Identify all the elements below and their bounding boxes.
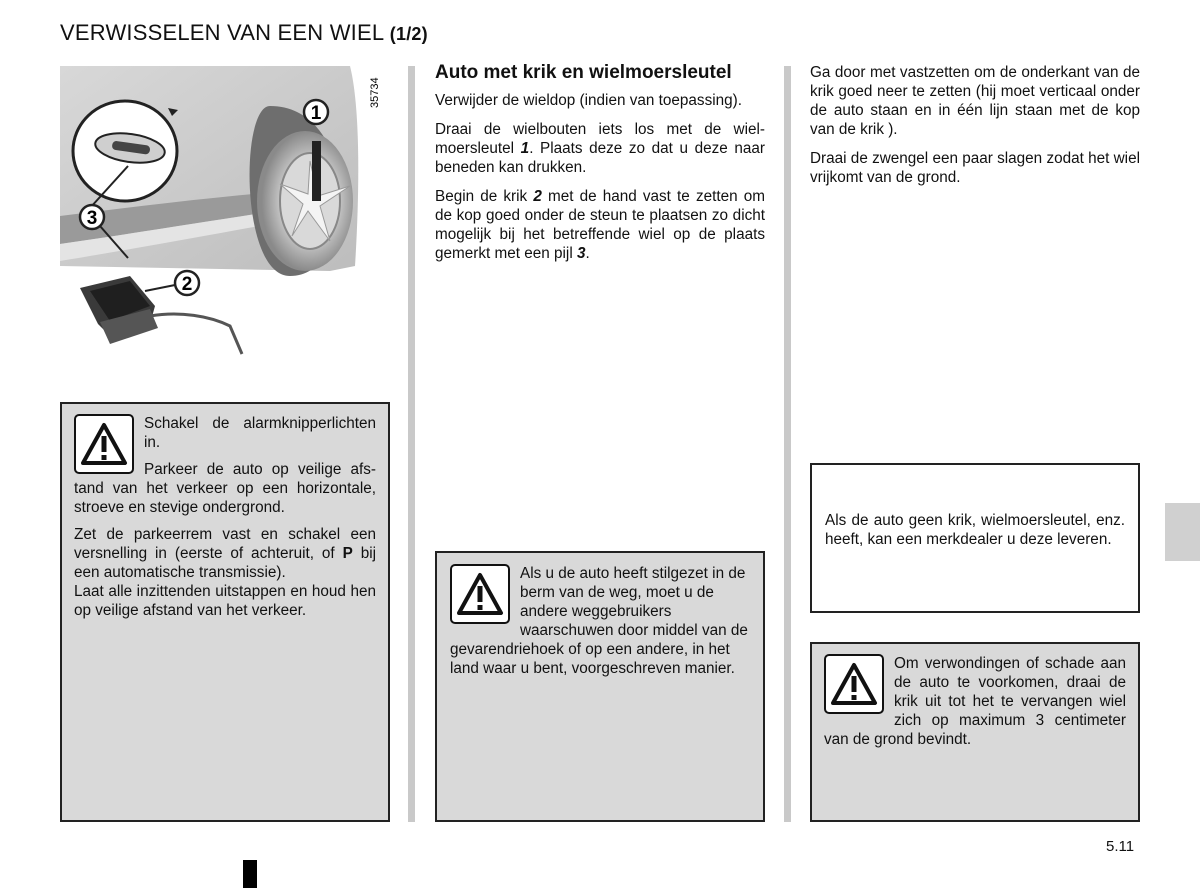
- warning-triangle-icon: [74, 414, 134, 474]
- page-marker: [243, 860, 257, 888]
- warning-left-p3a: Zet de parkeerrem vast en schakel een versnelling in (eerste of achteruit, of: [74, 526, 376, 562]
- middle-p3c: met de hand vast te zetten om de kop goed onder de steun te plaatsen zo dicht mogelijk bij het betreffende wiel op de plaats gemerkt met een pijl: [435, 188, 765, 262]
- title-text: VERWISSELEN VAN EEN WIEL: [60, 20, 384, 45]
- callout-3: 3: [86, 208, 98, 229]
- warning-box-middle: [435, 551, 765, 822]
- section-heading: Auto met krik en wielmoersleutel: [435, 62, 732, 83]
- middle-p1: Verwijder de wieldop (indien van toepassing).: [435, 92, 742, 109]
- middle-p3b: 2: [533, 188, 542, 205]
- middle-column: [435, 62, 765, 273]
- right-column: [810, 63, 1140, 197]
- warning-middle-text: Als u de auto heeft stilgezet in de berm van de weg, moet u de andere weggebruikers waarschuwen door middel van de gevarendriehoek of op een andere, in het land waar u bent, voorgeschreven manier.: [450, 565, 748, 677]
- right-p1: Ga door met vastzetten om de onderkant van de krik goed neer te zetten (hij moet verticaal onder de auto staan en in één lijn staan met de kop van de krik ).: [810, 64, 1140, 138]
- callout-2: 2: [181, 274, 193, 295]
- warning-triangle-icon: [824, 654, 884, 714]
- warning-box-left: [60, 402, 390, 822]
- warning-box-right: [810, 642, 1140, 822]
- note-right-text: Als de auto geen krik, wielmoersleutel, enz. heeft, kan een merkdealer u deze leveren.: [825, 512, 1125, 548]
- figure-ref-number: 35734: [369, 77, 381, 108]
- warning-left-p3b: P: [342, 545, 353, 562]
- middle-p2c: . Plaats deze zo dat u deze naar beneden kan drukken.: [435, 140, 765, 176]
- jack-illustration: [60, 66, 381, 360]
- callout-1: 1: [310, 103, 322, 124]
- middle-p3e: .: [585, 245, 590, 262]
- warning-left-p1: Schakel de alarmknipperlichten in.: [144, 415, 376, 451]
- warning-triangle-icon: [450, 564, 510, 624]
- middle-p2b: 1: [520, 140, 530, 157]
- car-jack-image: [60, 66, 381, 360]
- warning-left-p2: Parkeer de auto op veilige afstand van het verkeer op een horizontale, stroeve en stevige ondergrond.: [74, 461, 376, 516]
- warning-left-p3c: bij een automatische transmissie).: [74, 545, 377, 581]
- page-title: [60, 20, 428, 46]
- warning-left-p4: Laat alle inzittenden uitstappen en houd hen op veilige afstand van het verkeer.: [74, 583, 376, 619]
- title-page-part: (1/2): [389, 24, 428, 44]
- column-divider-right: [784, 66, 791, 822]
- middle-p3d: 3: [576, 245, 586, 262]
- page-number: 5.11: [1106, 838, 1135, 855]
- warning-right-text: Om verwondingen of schade aan de auto te voorkomen, draai de krik uit tot het te vervangen wiel zich op maximum 3 centimeter van de grond bevindt.: [824, 655, 1126, 748]
- note-box-right: [810, 463, 1140, 613]
- middle-p3a: Begin de krik: [435, 188, 534, 205]
- column-divider-left: [408, 66, 415, 822]
- right-p2: Draai de zwengel een paar slagen zodat het wiel vrijkomt van de grond.: [810, 150, 1140, 186]
- middle-p2a: Draai de wielbouten iets los met de wielmoersleutel: [435, 121, 765, 157]
- chapter-tab: [1165, 503, 1200, 561]
